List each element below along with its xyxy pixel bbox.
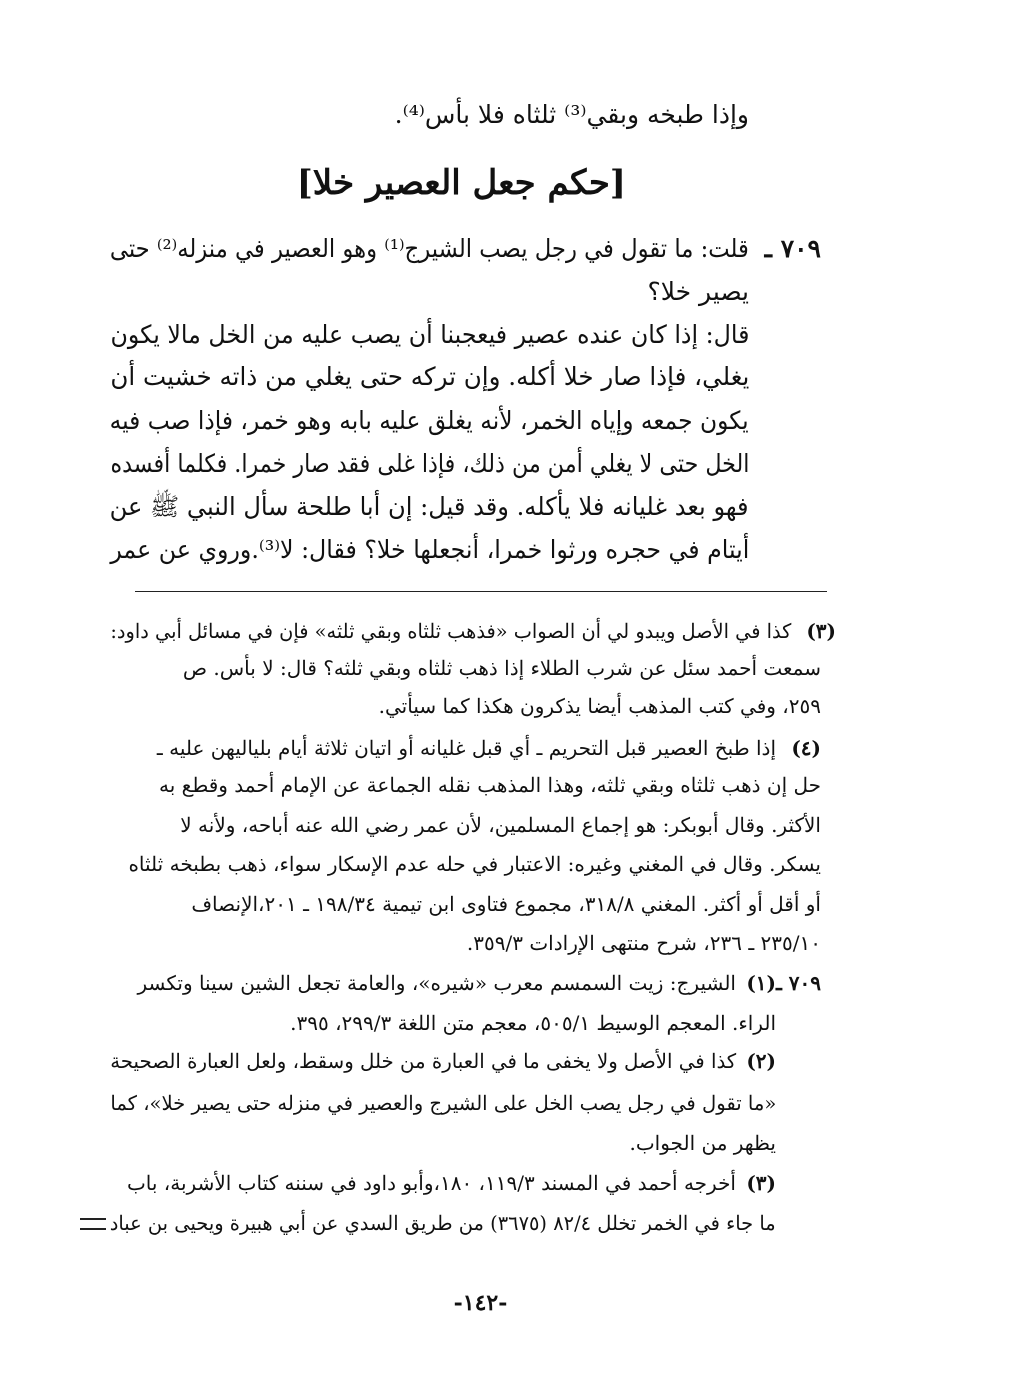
footnote-label: (١) xyxy=(746,971,776,995)
footnote-line: يظهر من الجواب. xyxy=(629,1131,776,1155)
footnote-line: «ما تقول في رجل يصب الخل على الشيرج والعصير في منزله حتى يصير خلا»، كما xyxy=(110,1091,776,1115)
footnote-label: (٣) xyxy=(746,1171,776,1195)
footnote-line: أو أقل أو أكثر. المغني ٣١٨/٨، مجموع فتاوى ابن تيمية ١٩٨/٣٤ ـ ٢٠١،الإنصاف xyxy=(191,892,821,916)
footnote-line: كذا في الأصل ولا يخفى ما في العبارة من خلل وسقط، ولعل العبارة الصحيحة xyxy=(110,1049,736,1073)
footnote-label: (٤) xyxy=(791,736,821,760)
section-title: [حكم جعل العصير خلا] xyxy=(296,163,626,203)
footnote-separator xyxy=(135,591,827,592)
footnote-line: إذا طبخ العصير قبل التحريم ـ أي قبل غليانه أو اتيان ثلاثة أيام بلياليهن عليه ـ xyxy=(156,736,776,760)
entry-line: يصير خلا؟ xyxy=(647,277,749,306)
footnote-line: أخرجه أحمد في المسند ١١٩/٣، ١٨٠،وأبو داود في سننه كتاب الأشربة، باب xyxy=(126,1171,736,1195)
continuation-mark xyxy=(80,1218,106,1230)
entry-line: قال: إذا كان عنده عصير فيعجبنا أن يصب عليه من الخل مالا يكون xyxy=(110,320,749,349)
entry-line: أيتام في حجره ورثوا خمرا، أنجعلها خلا؟ فقال: لا⁽³⁾.وروي عن عمر xyxy=(110,535,749,564)
page-number: -١٤٢- xyxy=(453,1290,508,1316)
footnote-label: (٢) xyxy=(746,1049,776,1073)
entry-line: يكون جمعه وإياه الخمر، لأنه يغلق عليه بابه وهو خمر، فإذا صب فيه xyxy=(110,406,749,435)
footnote-entry-number: ٧٠٩ ـ xyxy=(775,971,821,995)
entry-number: ٧٠٩ ـ xyxy=(764,234,821,263)
footnote-line: ٢٣٥/١٠ ـ ٢٣٦، شرح منتهى الإرادات ٣٥٩/٣. xyxy=(466,931,821,955)
top-line: وإذا طبخه وبقي⁽³⁾ ثلثاه فلا بأس⁽⁴⁾. xyxy=(394,100,749,129)
entry-line: قلت: ما تقول في رجل يصب الشيرج⁽¹⁾ وهو العصير في منزله⁽²⁾ حتى xyxy=(110,234,749,263)
footnote-line: يسكر. وقال في المغني وغيره: الاعتبار في حله عدم الإسكار سواء، ذهب بطبخه ثلثاه xyxy=(128,852,821,876)
footnote-line: حل إن ذهب ثلثاه وبقي ثلثه، وهذا المذهب نقله الجماعة عن الإمام أحمد وقطع به xyxy=(159,773,821,797)
entry-line: فهو بعد غليانه فلا يأكله. وقد قيل: إن أبا طلحة سأل النبي ﷺ عن xyxy=(110,492,749,521)
footnote-line: سمعت أحمد سئل عن شرب الطلاء إذا ذهب ثلثاه وبقي ثلثه؟ قال: لا بأس. ص xyxy=(182,656,821,680)
footnote-label: (٣) xyxy=(806,619,836,643)
footnote-line: الراء. المعجم الوسيط ٥٠٥/١، معجم متن اللغة ٢٩٩/٣، ٣٩٥. xyxy=(290,1011,776,1035)
entry-line: يغلي، فإذا صار خلا أكله. وإن تركه حتى يغلي من ذاته خشيت أن xyxy=(110,362,749,391)
footnote-line: الأكثر. وقال أبوبكر: هو إجماع المسلمين، لأن عمر رضي الله عنه أباحه، ولأنه لا xyxy=(180,813,821,837)
footnote-line: ما جاء في الخمر تخلل ٨٢/٤ (٣٦٧٥) من طريق السدي عن أبي هبيرة ويحيى بن عباد xyxy=(110,1211,776,1235)
footnote-line: كذا في الأصل ويبدو لي أن الصواب «فذهب ثلثاه وبقي ثلثه» فإن في مسائل أبي داود: xyxy=(110,619,791,643)
footnote-line: ٢٥٩، وفي كتب المذهب أيضا يذكرون هكذا كما سيأتي. xyxy=(378,694,821,718)
footnote-line: الشيرج: زيت السمسم معرب «شيره»، والعامة تجعل الشين سينا وتكسر xyxy=(137,971,736,995)
entry-line: الخل حتى لا يغلي أمن من ذلك، فإذا غلى فقد صار خمرا. فكلما أفسده xyxy=(110,449,749,478)
